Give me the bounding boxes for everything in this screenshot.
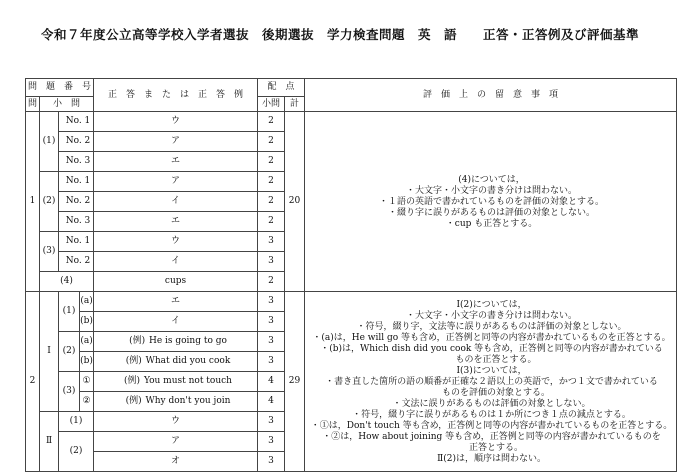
answer-cell: イ xyxy=(94,192,258,212)
answer-cell: ウ xyxy=(94,112,258,132)
q2-number: 2 xyxy=(26,292,40,472)
answer-cell: イ xyxy=(94,312,258,332)
example-marker: (例) xyxy=(125,356,142,366)
q2-circle-2: ② xyxy=(80,392,94,412)
q2-roman-1: I xyxy=(40,292,59,412)
q1-part-2: (2) xyxy=(40,172,59,232)
q1-no3: No. 3 xyxy=(59,212,94,232)
answer-cell: エ xyxy=(94,152,258,172)
points-cell: 3 xyxy=(258,412,285,432)
example-marker: (例) xyxy=(125,396,142,406)
answer-cell xyxy=(94,392,258,412)
points-cell: 3 xyxy=(258,232,285,252)
answer-cell: ア xyxy=(94,132,258,152)
answer-cell: オ xyxy=(94,452,258,472)
note-line: Ⅰ(2)については， xyxy=(456,300,527,310)
q1-part-1: (1) xyxy=(40,112,59,172)
header-shomon: 小問 xyxy=(258,97,285,112)
points-cell: 2 xyxy=(258,112,285,132)
note-line: Ⅱ(2)は，順序は問わない。 xyxy=(437,454,546,464)
header-haiten: 配 点 xyxy=(258,79,305,97)
points-cell: 2 xyxy=(258,132,285,152)
note-line: ・cup も正答とする。 xyxy=(445,218,538,229)
note-line: ・符号，綴り字，文法等に誤りがあるものは評価の対象としない。 xyxy=(356,322,627,332)
points-cell: 2 xyxy=(258,192,285,212)
points-cell: 2 xyxy=(258,212,285,232)
q2-part-2: (2) xyxy=(59,432,94,472)
page-title: 令和７年度公立高等学校入学者選抜 後期選抜 学力検査問題 英 語 正答・正答例及び評価基準 xyxy=(40,27,639,42)
note-line: ・大文字・小文字の書き分けは問わない。 xyxy=(406,185,578,196)
header-sho: 小 問 xyxy=(40,97,94,112)
answer-cell: ウ xyxy=(94,412,258,432)
note-line: ・①は，Don't touch 等も含め，正答例と同等の内容が書かれているものを正答とする。 xyxy=(310,421,673,431)
q1-part-4: (4) xyxy=(40,272,94,292)
points-cell: 3 xyxy=(258,292,285,312)
q2-sub-b: (b) xyxy=(80,352,94,372)
q1-no2: No. 2 xyxy=(59,192,94,212)
note-line: ・大文字・小文字の書き分けは問わない。 xyxy=(406,311,578,321)
q1-part-3: (3) xyxy=(40,232,59,272)
note-line: ・②は，How about joining 等も含め，正答例と同等の内容が書かれているものを xyxy=(322,432,661,442)
q1-total: 20 xyxy=(285,112,305,292)
q1-no3: No. 3 xyxy=(59,152,94,172)
header-mondai-bango: 問 題 番 号 xyxy=(26,79,94,97)
q2-part-1: (1) xyxy=(59,412,94,432)
example-marker: (例) xyxy=(124,376,141,386)
answer-table xyxy=(25,78,677,472)
table-row xyxy=(26,292,677,312)
q2-notes xyxy=(305,292,677,472)
points-cell: 3 xyxy=(258,312,285,332)
note-line: ・文法に誤りがあるものは評価の対象としない。 xyxy=(392,399,591,409)
header-seito: 正 答 ま た は 正 答 例 xyxy=(94,79,258,112)
answer-cell: エ xyxy=(94,212,258,232)
note-line: ・(a)は，He will go 等も含め，正答例と同等の内容が書かれているものを正答とする。 xyxy=(312,333,671,343)
q2-circle-1: ① xyxy=(80,372,94,392)
q2-part-1: (1) xyxy=(59,292,80,332)
points-cell: 2 xyxy=(258,152,285,172)
note-line: ・(b)は，Which dish did you cook 等も含め，正答例と同等の内容が書かれている xyxy=(320,344,663,354)
answer-cell: ア xyxy=(94,432,258,452)
table-row xyxy=(26,112,677,132)
note-line: ・綴り字に誤りがあるものは評価の対象としない。 xyxy=(388,207,596,218)
note-line: ものを評価の対象とする。 xyxy=(433,388,551,398)
q2-sub-a: (a) xyxy=(80,332,94,352)
points-cell: 2 xyxy=(258,272,285,292)
answer-cell: エ xyxy=(94,292,258,312)
q2-sub-a: (a) xyxy=(80,292,94,312)
note-line: 正答とする。 xyxy=(460,443,524,453)
answer-cell: cups xyxy=(94,272,258,292)
q1-no2: No. 2 xyxy=(59,132,94,152)
q1-number: 1 xyxy=(26,112,40,292)
note-line: ・書き直した箇所の語の順番が正確な２語以上の英語で，かつ１文で書かれている xyxy=(325,377,658,387)
points-cell: 4 xyxy=(258,372,285,392)
note-line: ものを正答とする。 xyxy=(446,355,537,365)
q1-no1: No. 1 xyxy=(59,172,94,192)
q1-no1: No. 1 xyxy=(59,112,94,132)
answer-text: Why don't you join xyxy=(145,396,231,406)
points-cell: 3 xyxy=(258,352,285,372)
answer-cell: ウ xyxy=(94,232,258,252)
note-line: (4)については， xyxy=(458,174,525,185)
q2-part-3: (3) xyxy=(59,372,80,412)
points-cell: 2 xyxy=(258,172,285,192)
q1-no1: No. 1 xyxy=(59,232,94,252)
answer-cell: ア xyxy=(94,172,258,192)
answer-cell xyxy=(94,332,258,352)
points-cell: 3 xyxy=(258,452,285,472)
answer-cell: イ xyxy=(94,252,258,272)
answer-text: He is going to go xyxy=(148,336,227,346)
points-cell: 4 xyxy=(258,392,285,412)
answer-cell xyxy=(94,352,258,372)
header-kei: 計 xyxy=(285,97,305,112)
q1-notes xyxy=(305,112,677,292)
q2-total: 29 xyxy=(285,292,305,472)
note-line: ・符号，綴り字に誤りがあるものは１か所につき１点の減点とする。 xyxy=(352,410,631,420)
q1-no2: No. 2 xyxy=(59,252,94,272)
q2-sub-b: (b) xyxy=(80,312,94,332)
points-cell: 3 xyxy=(258,332,285,352)
answer-cell xyxy=(94,372,258,392)
note-line: ・１語の英語で書かれているものを評価の対象とする。 xyxy=(379,196,605,207)
header-hyoka: 評 価 上 の 留 意 事 項 xyxy=(305,79,677,112)
example-marker: (例) xyxy=(129,336,146,346)
answer-text: What did you cook xyxy=(145,356,231,366)
points-cell: 3 xyxy=(258,432,285,452)
header-dai: 問 xyxy=(26,97,40,112)
q2-part-2: (2) xyxy=(59,332,80,372)
note-line: Ⅰ(3)については， xyxy=(456,366,527,376)
q2-roman-2: Ⅱ xyxy=(40,412,59,472)
answer-text: You must not touch xyxy=(143,376,232,386)
points-cell: 3 xyxy=(258,252,285,272)
